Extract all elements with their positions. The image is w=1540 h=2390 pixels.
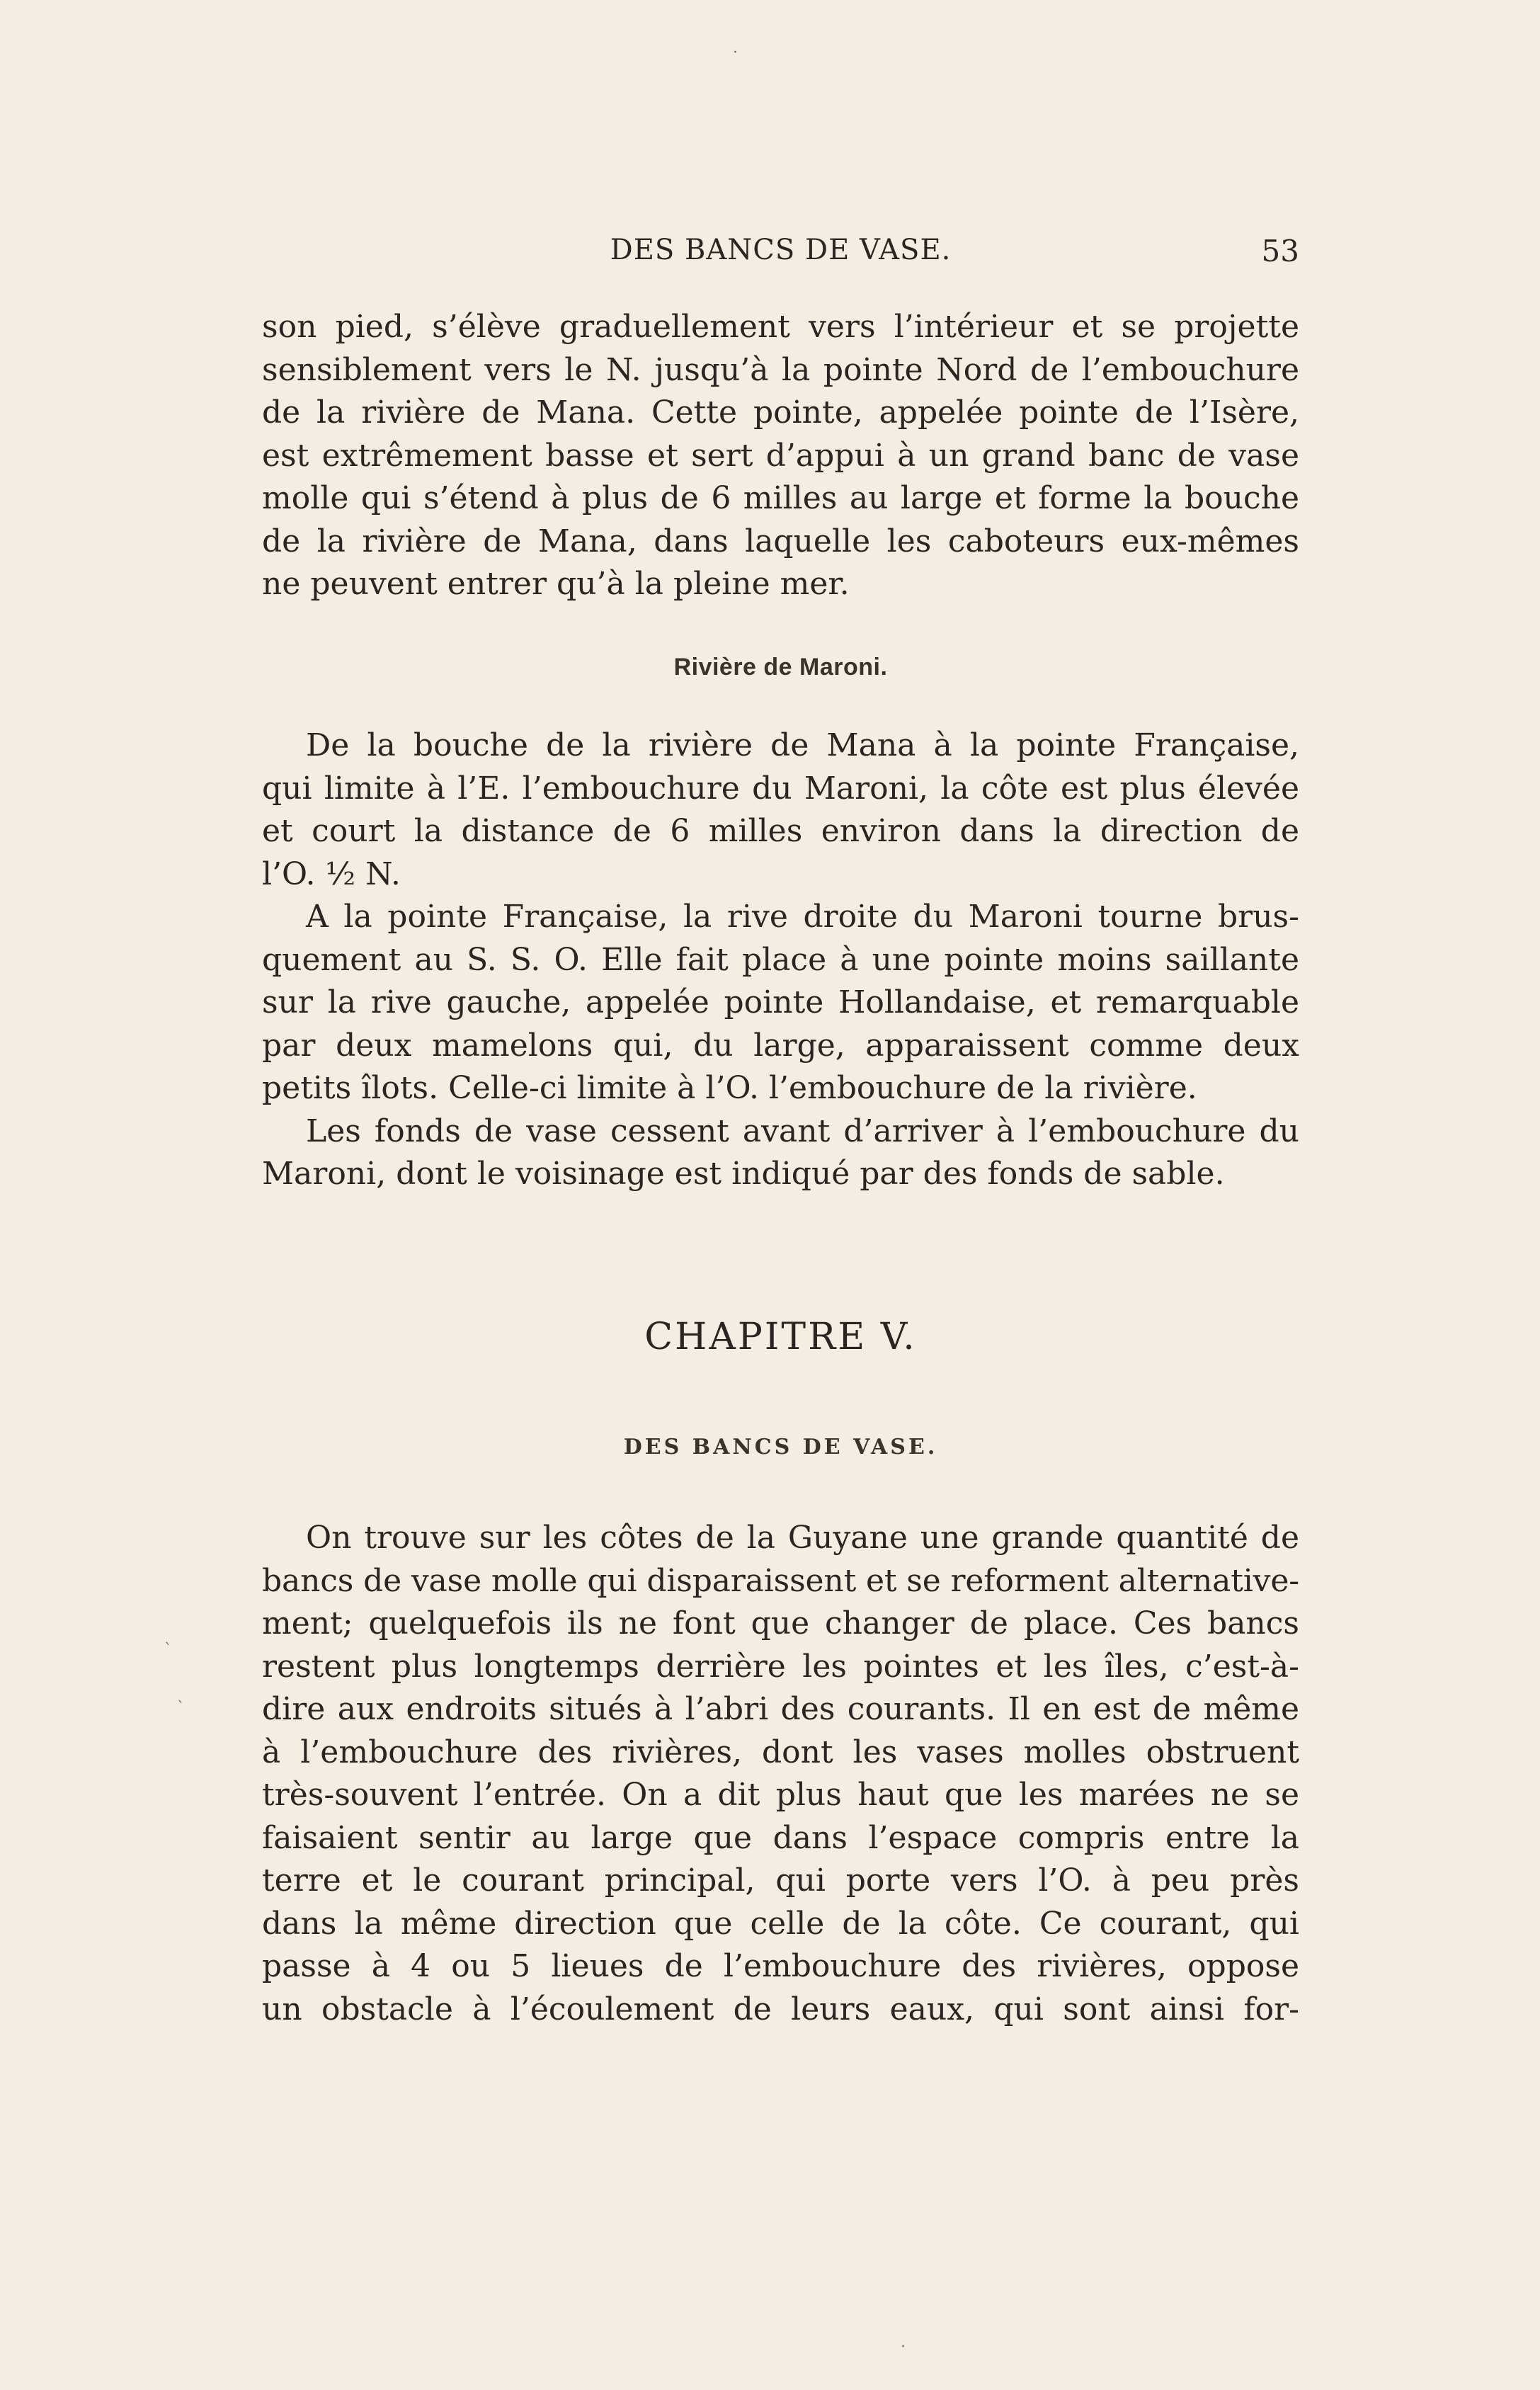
chapter-subtitle: DES BANCS DE VASE. [623, 1435, 938, 1459]
text-line: De la bouche de la rivière de Mana à la pointe Française, [306, 727, 1299, 763]
text-line: ne peuvent entrer qu’à la pleine mer. [262, 566, 850, 602]
text-line: terre et le courant principal, qui porte vers l’O. à peu près [262, 1862, 1299, 1899]
text-line: dire aux endroits situés à l’abri des courants. Il en est de même [262, 1691, 1299, 1727]
text-line: quement au S. S. O. Elle fait place à une pointe moins saillante [262, 941, 1299, 978]
text-line: petits îlots. Celle-ci limite à l’O. l’embouchure de la rivière. [262, 1070, 1197, 1106]
page-number: 53 [1261, 234, 1299, 268]
running-title: DES BANCS DE VASE. [610, 234, 952, 266]
text-line: qui limite à l’E. l’embouchure du Maroni, la côte est plus élevée [262, 770, 1299, 807]
running-head [262, 234, 1299, 276]
text-line: On trouve sur les côtes de la Guyane une grande quantité de [306, 1520, 1299, 1556]
text-line: et court la distance de 6 milles environ dans la direction de [262, 813, 1299, 849]
paragraph-bancs [262, 1517, 1299, 2031]
text-line: ment; quelquefois ils ne font que changer de place. Ces bancs [262, 1605, 1299, 1641]
text-line: est extrêmement basse et sert d’appui à un grand banc de vase [262, 437, 1299, 474]
paragraphs-maroni [262, 724, 1299, 1196]
text-line: par deux mamelons qui, du large, apparaissent comme deux [262, 1027, 1299, 1064]
paragraph-mana [262, 306, 1299, 606]
text-line: de la rivière de Mana, dans laquelle les caboteurs eux-mêmes [262, 523, 1299, 559]
paper-speck: ˋ [164, 1641, 172, 1659]
text-line: de la rivière de Mana. Cette pointe, appelée pointe de l’Isère, [262, 394, 1299, 431]
text-line: son pied, s’élève graduellement vers l’intérieur et se projette [262, 309, 1299, 345]
text-line: Maroni, dont le voisinage est indiqué par des fonds de sable. [262, 1156, 1225, 1192]
chapter-title: CHAPITRE V. [644, 1316, 917, 1358]
text-line: dans la même direction que celle de la côte. Ce courant, qui [262, 1905, 1299, 1942]
text-line: sensiblement vers le N. jusqu’à la pointe Nord de l’embouchure [262, 351, 1299, 388]
text-line: passe à 4 ou 5 lieues de l’embouchure des rivières, oppose [262, 1948, 1299, 1984]
paper-speck: · [733, 44, 738, 62]
text-line: un obstacle à l’écoulement de leurs eaux, qui sont ainsi for- [262, 1991, 1299, 2027]
text-line: faisaient sentir au large que dans l’espace compris entre la [262, 1819, 1299, 1856]
text-line: sur la rive gauche, appelée pointe Hollandaise, et remarquable [262, 984, 1299, 1020]
text-line: l’O. ½ N. [262, 855, 401, 892]
paper-speck: ˋ [177, 1700, 185, 1717]
text-line: Les fonds de vase cessent avant d’arriver à l’embouchure du [306, 1113, 1299, 1149]
section-heading-maroni: Rivière de Maroni. [673, 654, 888, 681]
paper-speck: · [901, 2338, 906, 2356]
text-line: bancs de vase molle qui disparaissent et se reforment alternative- [262, 1562, 1299, 1599]
text-line: restent plus longtemps derrière les pointes et les îles, c’est-à- [262, 1648, 1299, 1685]
text-line: A la pointe Française, la rive droite du Maroni tourne brus- [306, 899, 1299, 935]
text-line: molle qui s’étend à plus de 6 milles au large et forme la bouche [262, 480, 1299, 516]
text-line: à l’embouchure des rivières, dont les vases molles obstruent [262, 1734, 1299, 1770]
text-line: très-souvent l’entrée. On a dit plus haut que les marées ne se [262, 1777, 1299, 1813]
